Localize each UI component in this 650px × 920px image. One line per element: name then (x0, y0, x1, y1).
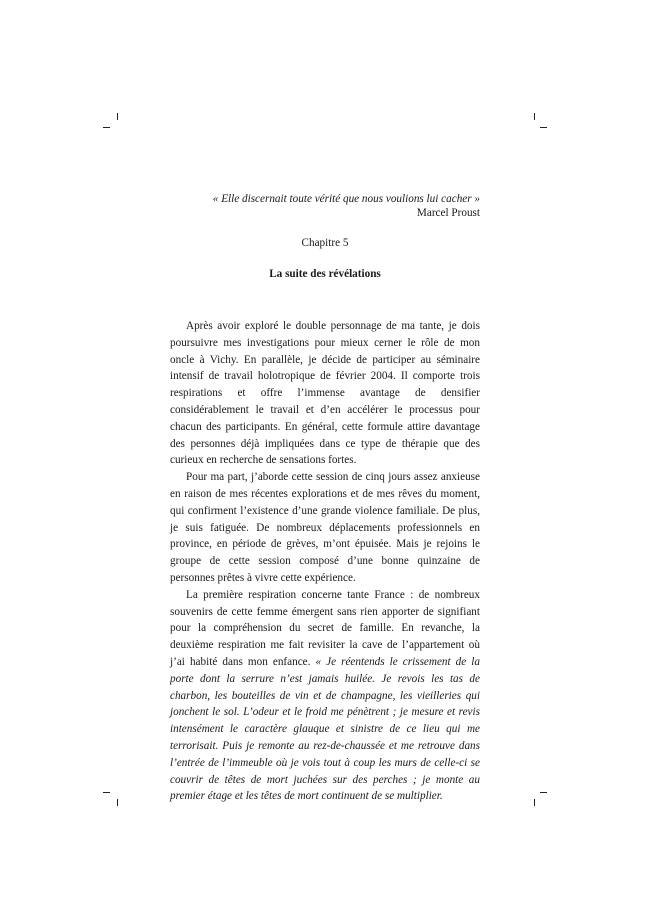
crop-mark-bottom-left-h (103, 792, 110, 793)
crop-mark-top-left-v (117, 113, 118, 120)
crop-mark-bottom-right-v (534, 799, 535, 806)
epigraph (170, 192, 480, 220)
paragraph: La première respiration concerne tante France : de nombreux souvenirs de cette femme émergent sans rien apporter de signifiant pour la compréhension du secret de famille. En revanche, la deuxième respiration me fait revisiter la cave de l’appartement où j’ai habité dans mon enfance. « Je réentends le crissement de la porte dont la serrure n’est jamais huilée. Je revois les tas de charbon, les bouteilles de vin et de champagne, les vieilleries qui jonchent le sol. L’odeur et le froid me pénètrent ; je mesure et revis intensément le caractère glauque et sinistre de ce lieu qui me terrorisait. Puis je remonte au rez-de-chaussée et me retrouve dans l’entrée de l’immeuble où je vois tout à coup les murs de celle-ci se couvrir de têtes de mort juchées sur des perches ; je monte au premier étage et les têtes de mort continuent de se multiplier. (170, 588, 481, 803)
italic-quote: « Je réentends le crissement de la porte dont la serrure n’est jamais huilée. Je revois les tas de charbon, les bouteilles de vin et de champagne, les vieilleries qui jonchent le sol. L’odeur et le froid me pénètrent ; je mesure et revis intensément le caractère glauque et sinistre de ce lieu qui me terrorisait. Puis je remonte au rez-de-chaussée et me retrouve dans l’entrée de l’immeuble où je vois tout à coup les murs de celle-ci se couvrir de têtes de mort juchées sur des perches ; je monte au premier étage et les têtes de mort continuent de se multiplier. (170, 655, 481, 803)
chapter-title: La suite des révélations (269, 268, 381, 280)
crop-mark-bottom-right-h (540, 792, 547, 793)
epigraph-author: Marcel Proust (416, 207, 480, 219)
chapter-number: Chapitre 5 (301, 237, 349, 249)
crop-mark-top-right-h (540, 127, 547, 128)
crop-mark-top-left-h (103, 127, 110, 128)
paragraph: Après avoir exploré le double personnage de ma tante, je dois poursuivre mes investigations pour mieux cerner le rôle de mon oncle à Vichy. En parallèle, je décide de participer au séminaire intensif de travail holotropique de février 2004. Il comporte trois respirations et offre l’immense avantage de densifier considérablement le travail et d’en accélérer le processus pour chacun des participants. En général, cette formule attire davantage des personnes déjà impliquées dans ce type de thérapie que des curieux en recherche de sensations fortes. (170, 320, 480, 467)
body-text (170, 318, 480, 805)
paragraph: Pour ma part, j’aborde cette session de cinq jours assez anxieuse en raison de mes récentes explorations et de mes rêves du moment, qui confirment l’existence d’une grande violence familiale. De plus, je suis fatiguée. De nombreux déplacements professionnels en province, en période de grèves, m’ont épuisée. Mais je rejoins le groupe de cette session composé d’une bonne quinzaine de personnes prêtes à vivre cette expérience. (170, 471, 480, 584)
crop-mark-top-right-v (534, 113, 535, 120)
epigraph-quote: « Elle discernait toute vérité que nous voulions lui cacher » (212, 193, 480, 205)
crop-mark-bottom-left-v (117, 799, 118, 806)
